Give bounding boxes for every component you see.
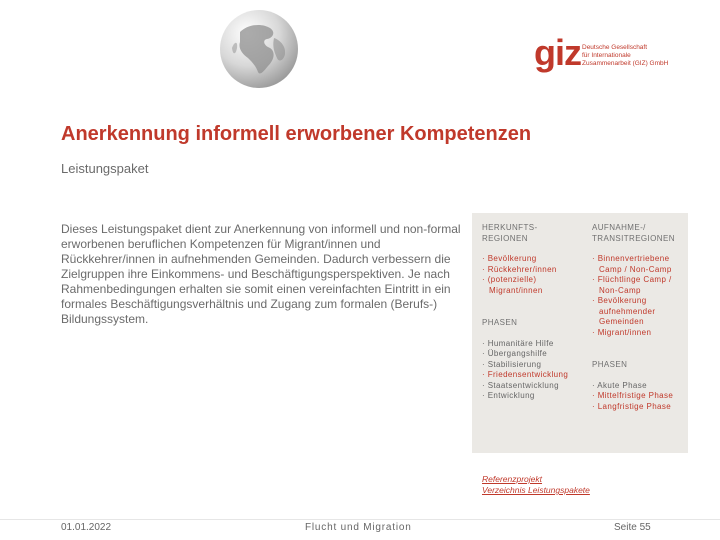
giz-logo <box>534 32 684 78</box>
list-item: · Mittelfristige Phase <box>592 391 684 402</box>
logo-line: Zusammenarbeit (GIZ) GmbH <box>582 60 669 67</box>
list-item: · Humanitäre Hilfe <box>482 339 578 350</box>
list-item: · Migrant/innen <box>592 328 684 339</box>
footer-date: 01.01.2022 <box>61 522 112 533</box>
page-number: Seite 55 <box>614 522 651 533</box>
list-item: · Entwicklung <box>482 391 578 402</box>
logo-mark: giz <box>534 32 581 73</box>
footer-topic: Flucht und Migration <box>305 522 412 533</box>
reference-project-link[interactable]: Referenzprojekt <box>482 474 543 484</box>
page-title: Anerkennung informell erworbener Kompetenzen <box>61 123 532 145</box>
list-item: · Akute Phase <box>592 381 684 392</box>
list-item: · Rückkehrer/innen <box>482 265 578 276</box>
host-regions-column <box>592 223 684 412</box>
origin-groups-list <box>482 254 578 296</box>
origin-regions-heading: HERKUNFTS-REGIONEN <box>482 223 538 243</box>
host-groups-list <box>592 254 684 338</box>
list-item: · (potenzielle) Migrant/innen <box>482 275 578 296</box>
list-item: · Langfristige Phase <box>592 402 684 413</box>
list-item: · Bevölkerung aufnehmender Gemeinden <box>592 296 684 328</box>
logo-line: für Internationale <box>582 52 631 59</box>
list-item: · Bevölkerung <box>482 254 578 265</box>
page-subtitle: Leistungspaket <box>61 161 149 176</box>
list-item: · Friedensentwicklung <box>482 370 578 381</box>
host-phases-list <box>592 381 684 413</box>
origin-regions-column <box>482 223 578 402</box>
list-item: · Übergangshilfe <box>482 349 578 360</box>
globe-graphic <box>218 8 300 90</box>
origin-phases-list <box>482 339 578 402</box>
list-item: · Stabilisierung <box>482 360 578 371</box>
reference-links <box>482 474 590 496</box>
origin-phases-heading: PHASEN <box>482 318 518 327</box>
package-index-link[interactable]: Verzeichnis Leistungspakete <box>482 485 590 495</box>
regions-panel <box>472 213 688 453</box>
list-item: · Binnenvertriebene Camp / Non-Camp <box>592 254 684 275</box>
host-regions-heading: AUFNAHME-/ TRANSITREGIONEN <box>592 223 675 243</box>
description-text: Dieses Leistungspaket dient zur Anerkennung von informell und non-formal erworbenen beruflichen Kompetenzen für Migrant/innen und Rückkehrer/innen in aufnehmenden Gemeinden. Dadurch verbessern die Zielgruppen ihre Einkommens- und Beschäftigungsperspektiven. Je nach Rahmenbedingungen erhalten sie somit einen vereinfachten Eintritt in ein formales Beschäftigungsverhältnis und Zugang zum formalen (Berufs-) Bildungssystem. <box>61 222 461 326</box>
footer-divider <box>0 519 720 520</box>
list-item: · Flüchtlinge Camp / Non-Camp <box>592 275 684 296</box>
logo-line: Deutsche Gesellschaft <box>582 44 648 51</box>
logo-text <box>582 44 682 68</box>
host-phases-heading: PHASEN <box>592 360 628 369</box>
list-item: · Staatsentwicklung <box>482 381 578 392</box>
